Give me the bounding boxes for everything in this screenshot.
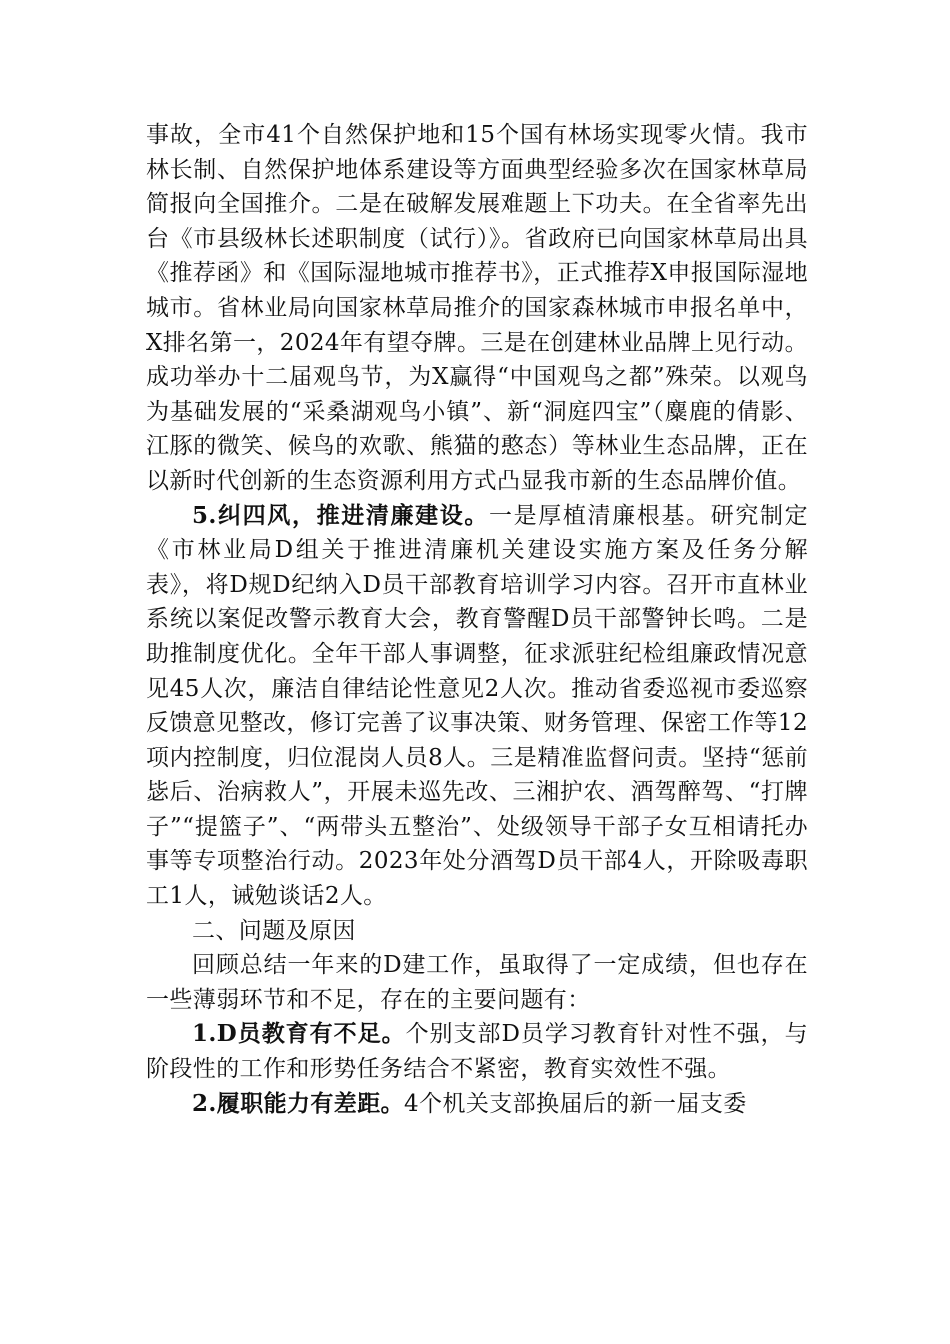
paragraph-text: 回顾总结一年来的D建工作，虽取得了一定成绩，但也存在一些薄弱环节和不足，存在的主要问题有：	[146, 952, 808, 1013]
paragraph-lead-heading: 1.D员教育有不足。	[192, 1020, 406, 1048]
paragraph-anti-four-winds	[146, 499, 808, 914]
paragraph-issue-education	[146, 1017, 808, 1086]
section-heading-problems	[146, 914, 808, 949]
paragraph-lead-heading: 5.纠四风，推进清廉建设。	[192, 501, 489, 529]
paragraph-text: 一是厚植清廉根基。研究制定《市林业局D组关于推进清廉机关建设实施方案及任务分解表》，将D规D纪纳入D员干部教育培训学习内容。召开市直林业系统以案促改警示教育大会，教育警醒D员干部警钟长鸣。二是助推制度优化。全年干部人事调整，征求派驻纪检组廉政情况意见45人次，廉洁自律结论性意见2人次。推动省委巡视市委巡察反馈意见整改，修订完善了议事决策、财务管理、保密工作等12项内控制度，归位混岗人员8人。三是精准监督问责。坚持“惩前毖后、治病救人”，开展未巡先改、三湘护农、酒驾醉驾、“打牌子”“提篮子”、“两带头五整治”、处级领导干部子女互相请托办事等专项整治行动。2023年处分酒驾D员干部4人，开除吸毒职工1人，诫勉谈话2人。	[146, 502, 808, 910]
paragraph-text: 个别支部D员学习教育针对性不强，与阶段性的工作和形势任务结合不紧密，教育实效性不强。	[146, 1021, 808, 1083]
document-page	[146, 118, 808, 1121]
paragraph-text: 4个机关支部换届后的新一届支委	[404, 1090, 747, 1117]
section-heading-text: 二、问题及原因	[192, 917, 356, 944]
paragraph-lead-heading: 2.履职能力有差距。	[192, 1089, 405, 1117]
paragraph-forestry-brand	[146, 118, 808, 499]
paragraph-review-summary	[146, 948, 808, 1017]
paragraph-text: 事故，全市41个自然保护地和15个国有林场实现零火情。我市林长制、自然保护地体系建设等方面典型经验多次在国家林草局简报向全国推介。二是在破解发展难题上下功夫。在全省率先出台《市县级林长述职制度（试行）》。省政府已向国家林草局出具《推荐函》和《国际湿地城市推荐书》，正式推荐X申报国际湿地城市。省林业局向国家林草局推介的国家森林城市申报名单中，X排名第一，2024年有望夺牌。三是在创建林业品牌上见行动。成功举办十二届观鸟节，为X赢得“中国观鸟之都”殊荣。以观鸟为基础发展的“采桑湖观鸟小镇”、新“洞庭四宝”（麋鹿的倩影、江豚的微笑、候鸟的欢歌、熊猫的憨态）等林业生态品牌，正在以新时代创新的生态资源利用方式凸显我市新的生态品牌价值。	[146, 122, 808, 494]
paragraph-issue-capability	[146, 1087, 808, 1122]
